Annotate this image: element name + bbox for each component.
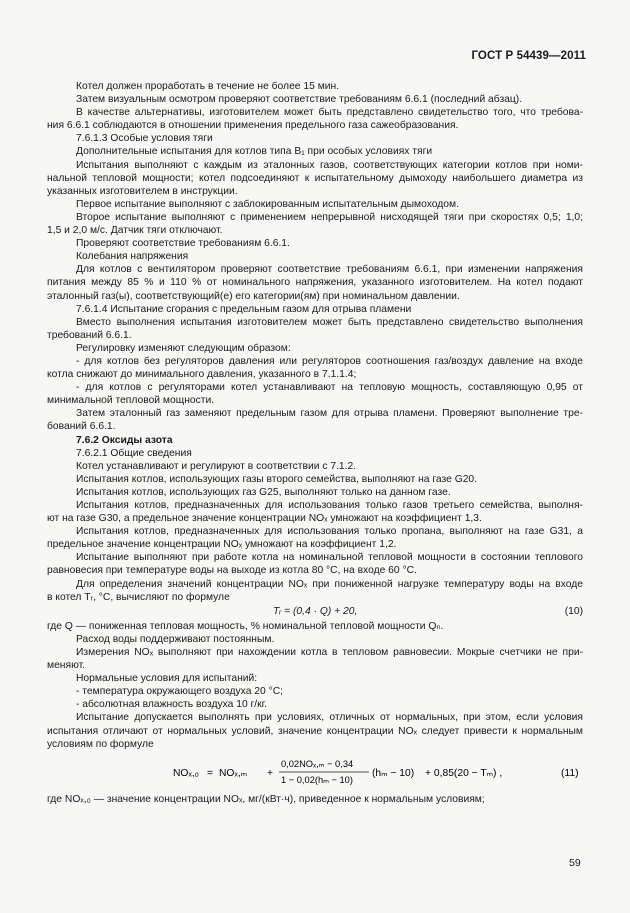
text-line: Затем визуальным осмотром проверяют соответствие требованиям 6.6.1 (последний абзац).	[76, 94, 523, 106]
formula-11-term1: NOₓ,ₘ	[219, 767, 248, 779]
text-line: 1,5 и 2,0 м/с. Датчик тяги отключают.	[47, 225, 223, 237]
text-line: бований 6.6.1.	[47, 421, 116, 433]
text-line: требований 6.6.1.	[47, 329, 132, 341]
text-line: Для определения значений концентрации NOₓ при пониженной нагрузке температуру воды на входе	[76, 578, 583, 590]
text-line: Нормальные условия для испытаний:	[76, 673, 258, 685]
text-line: котла снижают до минимального давления, указанного в 7.1.1.4;	[47, 369, 357, 381]
body-text	[47, 80, 583, 806]
formula-10-number: (10)	[564, 605, 583, 617]
formula-11-graphic	[47, 751, 583, 793]
text-line: Испытания выполняют с каждым из эталонных газов, соответствующих категории котлов при номи-	[76, 159, 583, 171]
text-line: 7.6.1.3 Особые условия тяги	[76, 133, 213, 145]
text-line: Испытания котлов, предназначенных для использования только газов третьего семейства, выполня-	[76, 500, 583, 511]
text-line: нальной тепловой мощности; котел подсоединяют к испытательному дымоходу наибольшего диаметра из	[47, 172, 583, 184]
text-line: 7.6.1.4 Испытание сгорания с предельным газом для отрыва пламени	[76, 303, 412, 315]
formula-11-lhs: NOₓ,₀	[173, 767, 199, 779]
text-line: где Q — пониженная тепловая мощность, % номинальной тепловой мощности Qₙ.	[47, 620, 444, 632]
text-line: - для котлов без регуляторов давления или регуляторов соотношения газ/воздух давление на входе	[76, 355, 583, 367]
text-line: Для котлов с вентилятором проверяют соответствие требованиям 6.6.1, при изменении напряжения	[76, 264, 583, 276]
formula-11-number: (11)	[561, 767, 579, 779]
text-block-1	[47, 80, 583, 604]
text-line: равновесия при температуре воды на выходе из котла 80 °С, на входе 60 °С.	[47, 565, 417, 577]
text-line: Котел устанавливают и регулируют в соответствии с 7.1.2.	[76, 460, 357, 472]
text-line: Второе испытание выполняют с применением непрерывной нисходящей тяги при скоростях 0,5; 1,0;	[76, 211, 583, 223]
text-line: Испытания котлов, использующих газ G25, выполняют только на данном газе.	[76, 486, 451, 498]
text-line: Затем эталонный газ заменяют предельным газом для отрыва пламени. Проверяют выполнение тре-	[76, 408, 583, 420]
standard-header: ГОСТ Р 54439—2011	[471, 50, 586, 62]
formula-11-eq: =	[207, 767, 214, 779]
text-line: указанных изготовителем в инструкции.	[47, 185, 238, 197]
text-line: в котел Tᵣ, °С, вычисляют по формуле	[47, 591, 230, 603]
text-line: Дополнительные испытания для котлов типа B₁ при особых условиях тяги	[76, 146, 433, 158]
text-line: Испытания котлов, предназначенных для использования только пропана, выполняют на газе G31, а	[76, 526, 583, 538]
formula-11-plus: +	[267, 767, 274, 779]
text-line: Колебания напряжения	[76, 251, 189, 263]
text-line: питания между 85 % и 110 % от номинального напряжения, указанного изготовителем. На котел подают	[47, 277, 583, 289]
page-number: 59	[569, 857, 581, 869]
text-line: Котел должен проработать в течение не более 15 мин.	[76, 81, 340, 92]
text-line: Проверяют соответствие требованиям 6.6.1.	[76, 238, 290, 250]
text-line: Вместо выполнения испытания изготовителем может быть представлено свидетельство выполнения	[76, 316, 583, 328]
text-block-2	[47, 620, 583, 751]
text-line: Регулировку изменяют следующим образом:	[76, 342, 291, 354]
text-line: 7.6.2.1 Общие сведения	[76, 447, 192, 459]
text-line: - температура окружающего воздуха 20 °С;	[76, 686, 284, 698]
formula-10	[47, 604, 583, 620]
formula-10-expression: Tᵣ = (0,4 · Q) + 20,	[273, 605, 358, 617]
text-line: минимальной тепловой мощности.	[47, 395, 215, 407]
text-line: предельное значение концентрации NOₓ умножают на коэффициент 1,2.	[47, 539, 397, 551]
text-line: Измерения NOₓ выполняют при нахождении котла в тепловом равновесии. Мокрые счетчики не при-	[76, 646, 583, 658]
formula-11-numerator: 0,02NOₓ,ₘ − 0,34	[281, 758, 354, 769]
where-clause: где NOₓ,₀ — значение концентрации NOₓ, мг/(кВт·ч), приведенное к нормальным условиям;	[47, 793, 485, 805]
text-line: меняют.	[47, 660, 85, 672]
text-line: испытания отличают от нормальных условий, значение концентрации NOₓ следует привести к нормальным	[47, 725, 583, 737]
text-line: эталонный газ(ы), соответствующий(е) его категории(ям) при номинальном давлении.	[47, 290, 460, 302]
text-line: Испытания котлов, использующих газы второго семейства, выполняют на газе G20.	[76, 473, 478, 485]
text-line: - для котлов с регуляторами котел устанавливают на тепловую мощность, составляющую 0,95 от	[76, 382, 583, 394]
text-line: ния 6.6.1 соблюдаются в отношении применения предельного газа сажеобразования.	[47, 120, 459, 132]
formula-11-term3: + 0,85(20 − Tₘ) ,	[425, 767, 503, 779]
text-line: 7.6.2 Оксиды азота	[76, 434, 173, 446]
text-line: Расход воды поддерживают постоянным.	[76, 633, 275, 645]
formula-11-term2: (hₘ − 10)	[372, 767, 415, 779]
text-line: В качестве альтернативы, изготовителем может быть представлено свидетельство того, что требова-	[76, 107, 583, 119]
formula-11	[47, 751, 583, 793]
text-line: условиям по формуле	[47, 738, 154, 750]
text-line: Испытание выполняют при работе котла на номинальной тепловой мощности в состоянии теплового	[76, 552, 583, 564]
formula-11-denominator: 1 − 0,02(hₘ − 10)	[281, 774, 353, 785]
text-line: - абсолютная влажность воздуха 10 г/кг.	[76, 699, 268, 711]
text-line: Испытание допускается выполнять при условиях, отличных от нормальных, при этом, если условия	[76, 712, 583, 724]
text-line: Первое испытание выполняют с заблокированным испытательным дымоходом.	[76, 198, 459, 210]
text-line: ют на газе G30, а предельное значение концентрации NOₓ умножают на коэффициент 1,3.	[47, 513, 482, 525]
